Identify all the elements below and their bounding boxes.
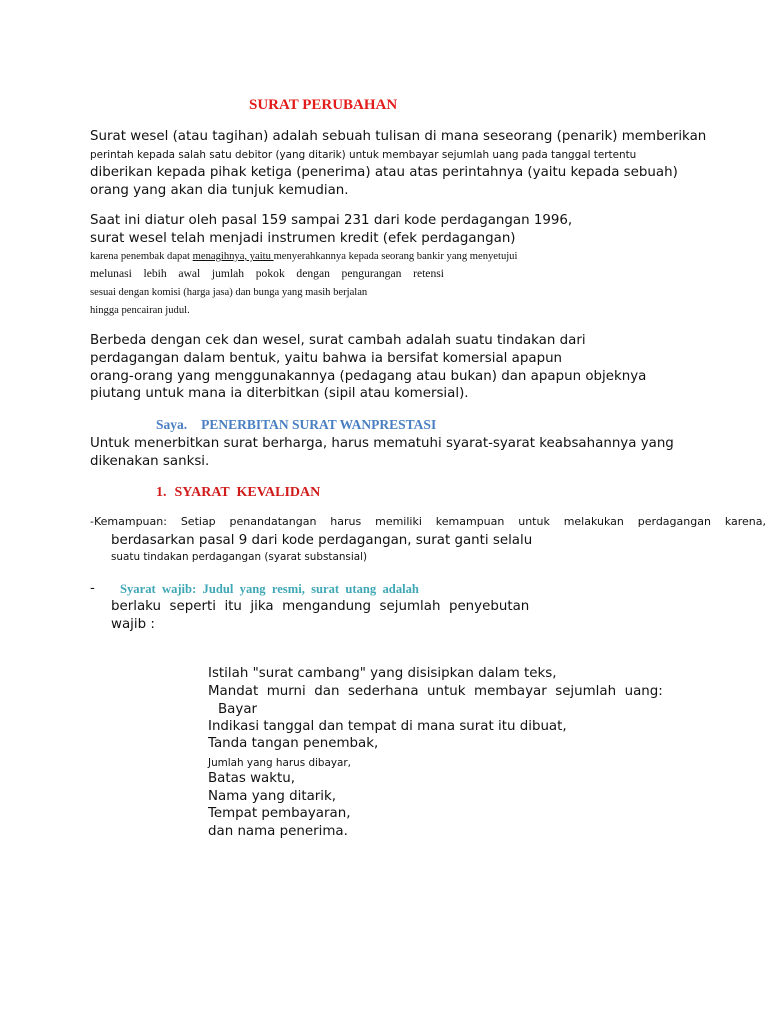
- subsection-number: 1.: [156, 485, 167, 500]
- list-item: Tanda tangan penembak,: [208, 736, 379, 751]
- para1-line1: Surat wesel (atau tagihan) adalah sebuah tulisan di mana seseorang (penarik) memberikan: [90, 129, 707, 144]
- capacity-line1: -Kemampuan: Setiap penandatangan harus memiliki kemampuan untuk melakukan perdagangan karena,: [90, 515, 766, 528]
- subsection-heading: [156, 484, 320, 502]
- para2-line6: hingga pencairan judul.: [90, 305, 190, 316]
- capacity-line2: berdasarkan pasal 9 dari kode perdagangan, surat ganti selalu: [111, 533, 533, 548]
- section-heading: [156, 416, 436, 434]
- para1-line4: orang yang akan dia tunjuk kemudian.: [90, 183, 349, 198]
- list-item: Nama yang ditarik,: [208, 789, 337, 804]
- list-item: Istilah "surat cambang" yang disisipkan dalam teks,: [208, 666, 557, 681]
- section-title: PENERBITAN SURAT WANPRESTASI: [201, 417, 437, 432]
- para2-line3-underlined: menagihnya, yaitu: [192, 251, 274, 262]
- list-item: Mandat murni dan sederhana untuk membayar sejumlah uang:: [208, 684, 663, 699]
- para2-line2: surat wesel telah menjadi instrumen kredit (efek perdagangan): [90, 231, 516, 246]
- para2-line1: Saat ini diatur oleh pasal 159 sampai 231 dari kode perdagangan 1996,: [90, 213, 573, 228]
- list-continuation: Bayar: [218, 702, 258, 717]
- section-prefix: Saya.: [156, 417, 188, 432]
- mandatory-dash: -: [90, 581, 95, 596]
- para3-line1: Berbeda dengan cek dan wesel, surat cambah adalah suatu tindakan dari: [90, 333, 586, 348]
- document-title: SURAT PERUBAHAN: [249, 97, 398, 113]
- capacity-line3: suatu tindakan perdagangan (syarat substansial): [111, 551, 368, 563]
- para2-line4: melunasi lebih awal jumlah pokok dengan pengurangan retensi: [90, 267, 444, 280]
- mandatory-heading: Syarat wajib: Judul yang resmi, surat utang adalah: [120, 582, 419, 596]
- para2-line3-part-c: menyerahkannya kepada seorang bankir yang menyetujui: [273, 251, 518, 262]
- para3-line2: perdagangan dalam bentuk, yaitu bahwa ia bersifat komersial apapun: [90, 351, 563, 366]
- section-line1: Untuk menerbitkan surat berharga, harus mematuhi syarat-syarat keabsahannya yang: [90, 436, 674, 451]
- list-item: Indikasi tanggal dan tempat di mana surat itu dibuat,: [208, 719, 567, 734]
- para1-line3: diberikan kepada pihak ketiga (penerima) atau atas perintahnya (yaitu kepada sebuah): [90, 165, 678, 180]
- list-item: dan nama penerima.: [208, 824, 348, 839]
- para1-line2: perintah kepada salah satu debitor (yang ditarik) untuk membayar sejumlah uang pada tanggal tertentu: [90, 149, 637, 161]
- list-item: Batas waktu,: [208, 771, 295, 786]
- para3-line4: piutang untuk mana ia diterbitkan (sipil atau komersial).: [90, 386, 469, 401]
- subsection-title: SYARAT KEVALIDAN: [174, 485, 321, 500]
- para2-line3-part-a: karena penembak dapat: [90, 251, 193, 262]
- list-item: Jumlah yang harus dibayar,: [208, 757, 351, 769]
- para2-line5: sesuai dengan komisi (harga jasa) dan bunga yang masih berjalan: [90, 287, 368, 298]
- mandatory-line2: berlaku seperti itu jika mengandung sejumlah penyebutan: [111, 599, 530, 614]
- para2-line3: [90, 250, 517, 264]
- section-line2: dikenakan sanksi.: [90, 454, 210, 469]
- mandatory-line3: wajib :: [111, 617, 155, 632]
- list-item: Tempat pembayaran,: [208, 806, 351, 821]
- para3-line3: orang-orang yang menggunakannya (pedagang atau bukan) dan apapun objeknya: [90, 369, 647, 384]
